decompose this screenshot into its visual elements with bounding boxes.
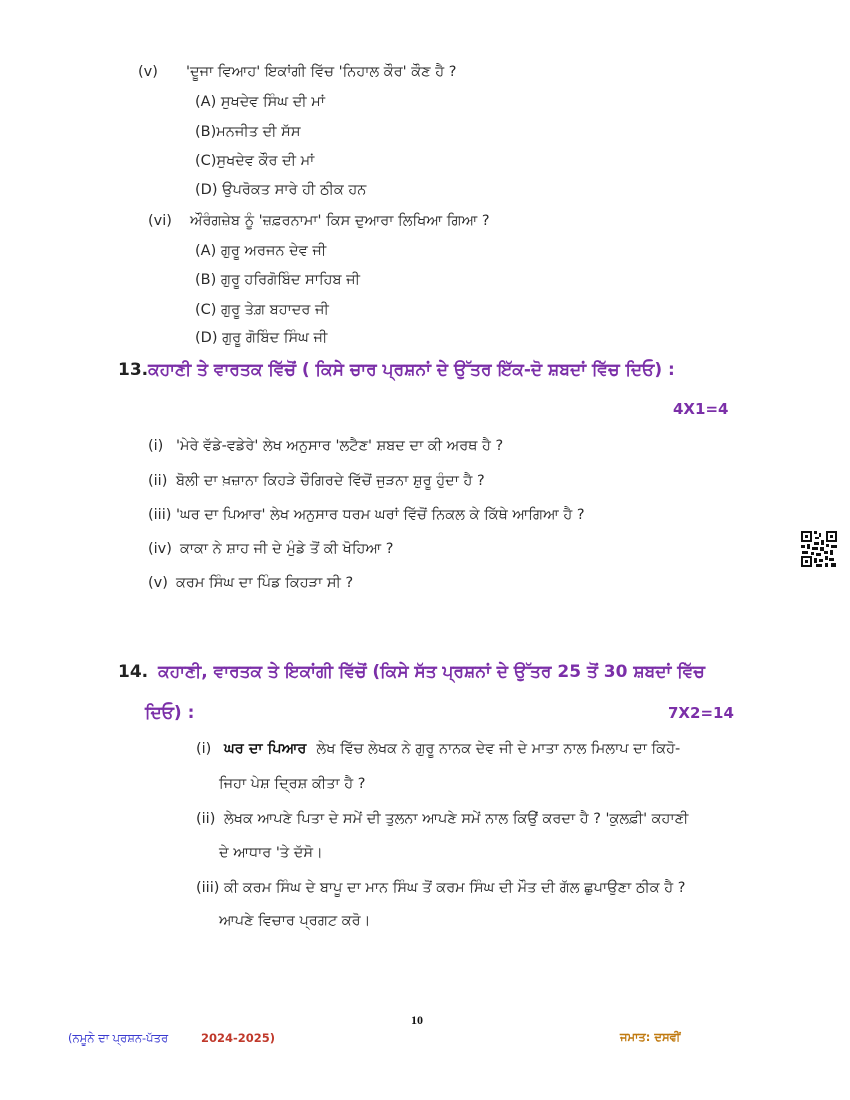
question-number: (iii) <box>148 507 172 523</box>
question-text: ਲੇਖ ਵਿੱਚ ਲੇਖਕ ਨੇ ਗੁਰੂ ਨਾਨਕ ਦੇਵ ਜੀ ਦੇ ਮਾਤਾ ਨਾਲ ਮਿਲਾਪ ਦਾ ਕਿਹੋ- <box>316 741 681 757</box>
section-number: 13. <box>118 360 149 380</box>
option-b: (B)ਮਨਜੀਤ ਦੀ ਸੱਸ <box>195 124 301 140</box>
option-c: (C) ਗੁਰੂ ਤੇਗ਼ ਬਹਾਦਰ ਜੀ <box>195 302 329 318</box>
question-number: (vi) <box>148 213 172 229</box>
question-14-iii <box>196 880 685 896</box>
question-text: ਬੋਲੀ ਦਾ ਖ਼ਜ਼ਾਨਾ ਕਿਹੜੇ ਚੌਗਿਰਦੇ ਵਿੱਚੋਂ ਜੁੜਨਾ ਸ਼ੁਰੂ ਹੁੰਦਾ ਹੈ ? <box>176 473 485 489</box>
section-14-heading-line2: ਦਿਓ) : <box>145 703 195 723</box>
question-13-iii <box>148 507 585 523</box>
section-number: 14. <box>118 662 149 682</box>
option-a: (A) ਗੁਰੂ ਅਰਜਨ ਦੇਵ ਜੀ <box>195 243 327 259</box>
question-text: ਔਰੰਗਜ਼ੇਬ ਨੂੰ 'ਜ਼ਫ਼ਰਨਾਮਾ' ਕਿਸ ਦੁਆਰਾ ਲਿਖਿਆ ਗਿਆ ? <box>190 213 490 229</box>
question-number: (v) <box>148 575 168 591</box>
question-text: ਕਾਕਾ ਨੇ ਸ਼ਾਹ ਜੀ ਦੇ ਮੁੰਡੇ ਤੋਂ ਕੀ ਖੋਹਿਆ ? <box>180 541 394 557</box>
question-number: (ii) <box>148 473 168 489</box>
question-number: (i) <box>196 741 212 757</box>
question-number: (ii) <box>196 811 216 827</box>
section-14-marks: 7X2=14 <box>668 704 734 722</box>
question-13-i <box>148 438 503 454</box>
question-14-ii <box>196 811 688 827</box>
section-heading-text: ਕਹਾਣੀ, ਵਾਰਤਕ ਤੇ ਇਕਾਂਗੀ ਵਿੱਚੋਂ (ਕਿਸੇ ਸੱਤ ਪ੍ਰਸ਼ਨਾਂ ਦੇ ਉੱਤਰ 25 ਤੋਂ 30 ਸ਼ਬਦਾਂ ਵਿੱਚ <box>158 662 705 682</box>
option-d: (D) ਗੁਰੂ ਗੋਬਿੰਦ ਸਿੰਘ ਜੀ <box>195 330 328 346</box>
section-heading-text: ਕਹਾਣੀ ਤੇ ਵਾਰਤਕ ਵਿੱਚੋਂ ( ਕਿਸੇ ਚਾਰ ਪ੍ਰਸ਼ਨਾਂ ਦੇ ਉੱਤਰ ਇੱਕ-ਦੋ ਸ਼ਬਦਾਂ ਵਿੱਚ ਦਿਓ) : <box>148 360 675 380</box>
question-number: (iv) <box>148 541 172 557</box>
section-13-marks: 4X1=4 <box>673 400 729 418</box>
question-14-iii-continued: ਆਪਣੇ ਵਿਚਾਰ ਪ੍ਰਗਟ ਕਰੋ। <box>219 913 371 929</box>
question-text: ਲੇਖਕ ਆਪਣੇ ਪਿਤਾ ਦੇ ਸਮੇਂ ਦੀ ਤੁਲਨਾ ਆਪਣੇ ਸਮੇਂ ਨਾਲ ਕਿਉਂ ਕਰਦਾ ਹੈ ? 'ਕੁਲਫ਼ੀ' ਕਹਾਣੀ <box>224 811 689 827</box>
question-13-iv <box>148 541 394 557</box>
question-number: (i) <box>148 438 164 454</box>
question-text: 'ਘਰ ਦਾ ਪਿਆਰ' ਲੇਖ ਅਨੁਸਾਰ ਧਰਮ ਘਰਾਂ ਵਿੱਚੋਂ ਨਿਕਲ ਕੇ ਕਿੱਥੇ ਆਗਿਆ ਹੈ ? <box>176 507 585 523</box>
section-14-heading <box>118 662 705 682</box>
question-14-ii-continued: ਦੇ ਆਧਾਰ 'ਤੇ ਦੱਸੋ। <box>219 845 323 861</box>
question-12-v <box>138 64 456 80</box>
question-13-v <box>148 575 353 591</box>
section-13-heading <box>118 360 675 380</box>
option-b: (B) ਗੁਰੂ ਹਰਿਗੋਬਿੰਦ ਸਾਹਿਬ ਜੀ <box>195 272 361 288</box>
footer-class-label: ਜਮਾਤ: ਦਸਵੀਂ <box>620 1030 681 1044</box>
question-text: ਕਰਮ ਸਿੰਘ ਦਾ ਪਿੰਡ ਕਿਹੜਾ ਸੀ ? <box>176 575 354 591</box>
question-number: (v) <box>138 64 158 80</box>
question-14-i-continued: ਜਿਹਾ ਪੇਸ਼ ਦ੍ਰਿਸ਼ ਕੀਤਾ ਹੈ ? <box>219 776 366 792</box>
question-text: 'ਦੂਜਾ ਵਿਆਹ' ਇਕਾਂਗੀ ਵਿੱਚ 'ਨਿਹਾਲ ਕੌਰ' ਕੌਣ ਹੈ ? <box>186 64 457 80</box>
question-text: 'ਮੇਰੇ ਵੱਡੇ-ਵਡੇਰੇ' ਲੇਖ ਅਨੁਸਾਰ 'ਲਟੈਣ' ਸ਼ਬਦ ਦਾ ਕੀ ਅਰਥ ਹੈ ? <box>176 438 504 454</box>
question-text: ਕੀ ਕਰਮ ਸਿੰਘ ਦੇ ਬਾਪੂ ਦਾ ਮਾਨ ਸਿੰਘ ਤੋਂ ਕਰਮ ਸਿੰਘ ਦੀ ਮੌਤ ਦੀ ਗੱਲ ਛੁਪਾਉਣਾ ਠੀਕ ਹੈ ? <box>224 880 686 896</box>
qr-code-icon <box>800 530 838 568</box>
option-d: (D) ਉਪਰੋਕਤ ਸਾਰੇ ਹੀ ਠੀਕ ਹਨ <box>195 182 367 198</box>
footer-left-label: (ਨਮੂਨੇ ਦਾ ਪ੍ਰਸ਼ਨ-ਪੱਤਰ <box>68 1031 169 1045</box>
essay-title: ਘਰ ਦਾ ਪਿਆਰ <box>224 741 307 757</box>
page-number: 10 <box>411 1013 423 1027</box>
footer-year: 2024-2025) <box>201 1031 276 1045</box>
option-c: (C)ਸੁਖਦੇਵ ਕੌਰ ਦੀ ਮਾਂ <box>195 153 315 169</box>
option-a: (A) ਸੁਖਦੇਵ ਸਿੰਘ ਦੀ ਮਾਂ <box>195 94 325 110</box>
question-13-ii <box>148 473 485 489</box>
question-14-i <box>196 741 680 757</box>
question-12-vi <box>148 213 490 229</box>
question-number: (iii) <box>196 880 220 896</box>
